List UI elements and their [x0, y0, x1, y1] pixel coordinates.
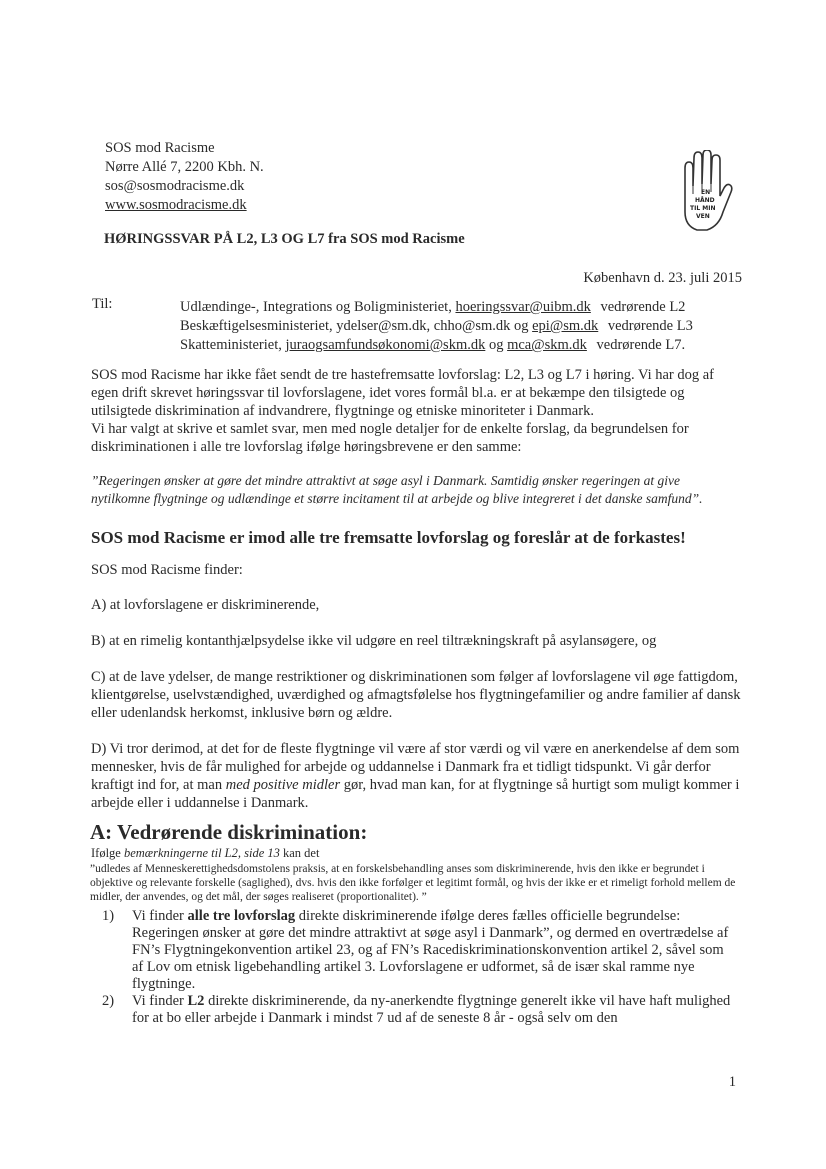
- hand-logo: [677, 150, 733, 234]
- list-item-bold: alle tre lovforslag: [187, 908, 296, 924]
- point-c: C) at de lave ydelser, de mange restriktioner og diskriminationen som følger af lovforslagene vil øge fattigdom, klientgørelse, uselvstændighed, uværdighed og afmagtsfølelse hos flygtningefamilier og andre familier af dansk eller udenlandsk herkomst, inklusive børn og ældre.: [91, 669, 741, 721]
- list-item-pre: Vi finder: [132, 993, 184, 1009]
- ifolge-line: [91, 846, 319, 861]
- recipient-line: [180, 336, 693, 355]
- recipients-list: [180, 298, 693, 355]
- list-item: [102, 993, 732, 1027]
- list-item-text: [132, 993, 732, 1027]
- point-d: [91, 740, 741, 812]
- list-item: [102, 908, 732, 993]
- sender-email[interactable]: sos@sosmodracisme.dk: [105, 178, 245, 194]
- sender-address: Nørre Allé 7, 2200 Kbh. N.: [105, 159, 264, 175]
- recipient-reference: vedrørende L7.: [596, 337, 686, 353]
- list-item-pre: Vi finder: [132, 908, 184, 924]
- point-d-emphasis: med positive midler: [225, 777, 341, 793]
- document-title: HØRINGSSVAR PÅ L2, L3 OG L7 fra SOS mod Racisme: [104, 231, 465, 247]
- logo-text-1: EN: [701, 189, 711, 196]
- list-item-number: 1): [102, 908, 115, 924]
- recipient-emails[interactable]: ydelser@sm.dk, chho@sm.dk og: [336, 318, 529, 334]
- ifolge-end: kan det: [283, 846, 320, 860]
- hand-icon: [677, 150, 733, 234]
- recipient-ministry: Udlændinge-, Integrations og Boligministeriet,: [180, 299, 452, 315]
- position-heading: SOS mod Racisme er imod alle tre fremsatte lovforslag og foreslår at de forkastes!: [91, 528, 686, 547]
- logo-text-2: HÅND: [695, 197, 715, 204]
- list-item-post: direkte diskriminerende, da ny-anerkendte flygtninge generelt ikke vil have haft mulighed for at bo eller arbejde i Danmark i mindst 7 ud af de seneste 8 år - også selv om den: [132, 993, 731, 1026]
- point-d-start: D) Vi tror derimod, at det for de fleste flygtninge vil være af stor værdi og vil være en anerkendelse af dem som mennesker, hvis de får mulighed for arbejde og uddannelse i Danmark fra et tidligt tidspunkt. Vi går derfor kraftigt ind for, at man: [91, 741, 740, 793]
- recipient-email-link[interactable]: mca@skm.dk: [507, 337, 587, 353]
- list-item-number: 2): [102, 993, 115, 1009]
- intro-paragraph: [91, 366, 741, 456]
- ifolge-reference: bemærkningerne til L2, side 13: [123, 846, 280, 860]
- intro-text: SOS mod Racisme har ikke fået sendt de tre hastefremsatte lovforslag: L2, L3 og L7 i høring. Vi har dog af egen drift skrevet høringssvar til lovforslagene, idet vores formål bl.a. er at bekæmpe den tilsigtede og utilsigtede diskrimination af indvandrere, flygtninge og etniske minoriteter i Danmark.: [91, 367, 715, 419]
- section-heading-discrimination: A: Vedrørende diskrimination:: [90, 820, 368, 844]
- ifolge-plain: Ifølge: [91, 846, 121, 860]
- intro-text-2: Vi har valgt at skrive et samlet svar, men med nogle detaljer for de enkelte forslag, da begrundelsen for diskriminationen i alle tre lovforslag ifølge høringsbrevene er den samme:: [91, 421, 689, 455]
- sender-website-link[interactable]: www.sosmodracisme.dk: [105, 197, 247, 213]
- recipient-reference: vedrørende L3: [607, 318, 693, 334]
- point-b: B) at en rimelig kontanthjælpsydelse ikke vil udgøre en reel tiltrækningskraft på asylansøgere, og: [91, 633, 657, 649]
- recipient-reference: vedrørende L2: [600, 299, 686, 315]
- recipient-line: [180, 298, 693, 317]
- recipient-ministry: Beskæftigelsesministeriet,: [180, 318, 333, 334]
- findings-list: [102, 908, 732, 1027]
- document-date: København d. 23. juli 2015: [583, 270, 742, 286]
- logo-text-3: TIL MIN: [690, 205, 716, 212]
- list-item-text: [132, 908, 732, 993]
- government-quote: ”Regeringen ønsker at gøre det mindre attraktivt at søge asyl i Danmark. Samtidig ønsker regeringen at give nytilkomne flygtninge og udlændinge et større incitament til at arbejde og blive integreret i det danske samfund”.: [91, 473, 703, 506]
- logo-text-4: VEN: [696, 213, 710, 220]
- court-citation: ”udledes af Menneskerettighedsdomstolens praksis, at en forskelsbehandling anses som diskriminerende, hvis den ikke er begrundet i objektive og relevante forskelle (saglighed), dvs. hvis den ikke forfølger et legitimt formål, og hvis der ikke er et rimeligt forhold mellem de midler, der anvendes, og det mål, der søges realiseret (proportionalitet). ”: [90, 863, 736, 903]
- list-item-post: direkte diskriminerende ifølge deres fælles officielle begrundelse: Regeringen ønsker at gøre det mindre attraktivt at søge asyl i Danmark”, og dermed en overtrædelse af FN’s Flygtningekonvention artikel 23, og af FN’s Racediskriminationskonvention artikel 2, såvel som af Lov om etnisk ligebehandling artikel 3. Lovforslagene er udformet, så de især skal ramme nye flygtninge.: [132, 908, 729, 992]
- recipients-label: Til:: [92, 296, 113, 312]
- sender-name: SOS mod Racisme: [105, 140, 215, 156]
- recipient-email-link[interactable]: epi@sm.dk: [532, 318, 599, 334]
- recipient-ministry: Skatteministeriet,: [180, 337, 282, 353]
- point-a: A) at lovforslagene er diskriminerende,: [91, 597, 320, 613]
- finder-intro: SOS mod Racisme finder:: [91, 562, 243, 578]
- list-item-bold: L2: [187, 993, 205, 1009]
- recipient-line: [180, 317, 693, 336]
- recipient-email-link[interactable]: juraogsamfundsøkonomi@skm.dk: [285, 337, 486, 353]
- point-d-end: gør, hvad man kan, for at flygtninge så hurtigt som muligt kommer i arbejde eller i uddannelse i Danmark.: [91, 777, 740, 811]
- recipient-email-link[interactable]: hoeringssvar@uibm.dk: [455, 299, 591, 315]
- sender-block: [105, 139, 264, 215]
- page-number: 1: [728, 1074, 736, 1090]
- recipient-connector: og: [488, 337, 504, 353]
